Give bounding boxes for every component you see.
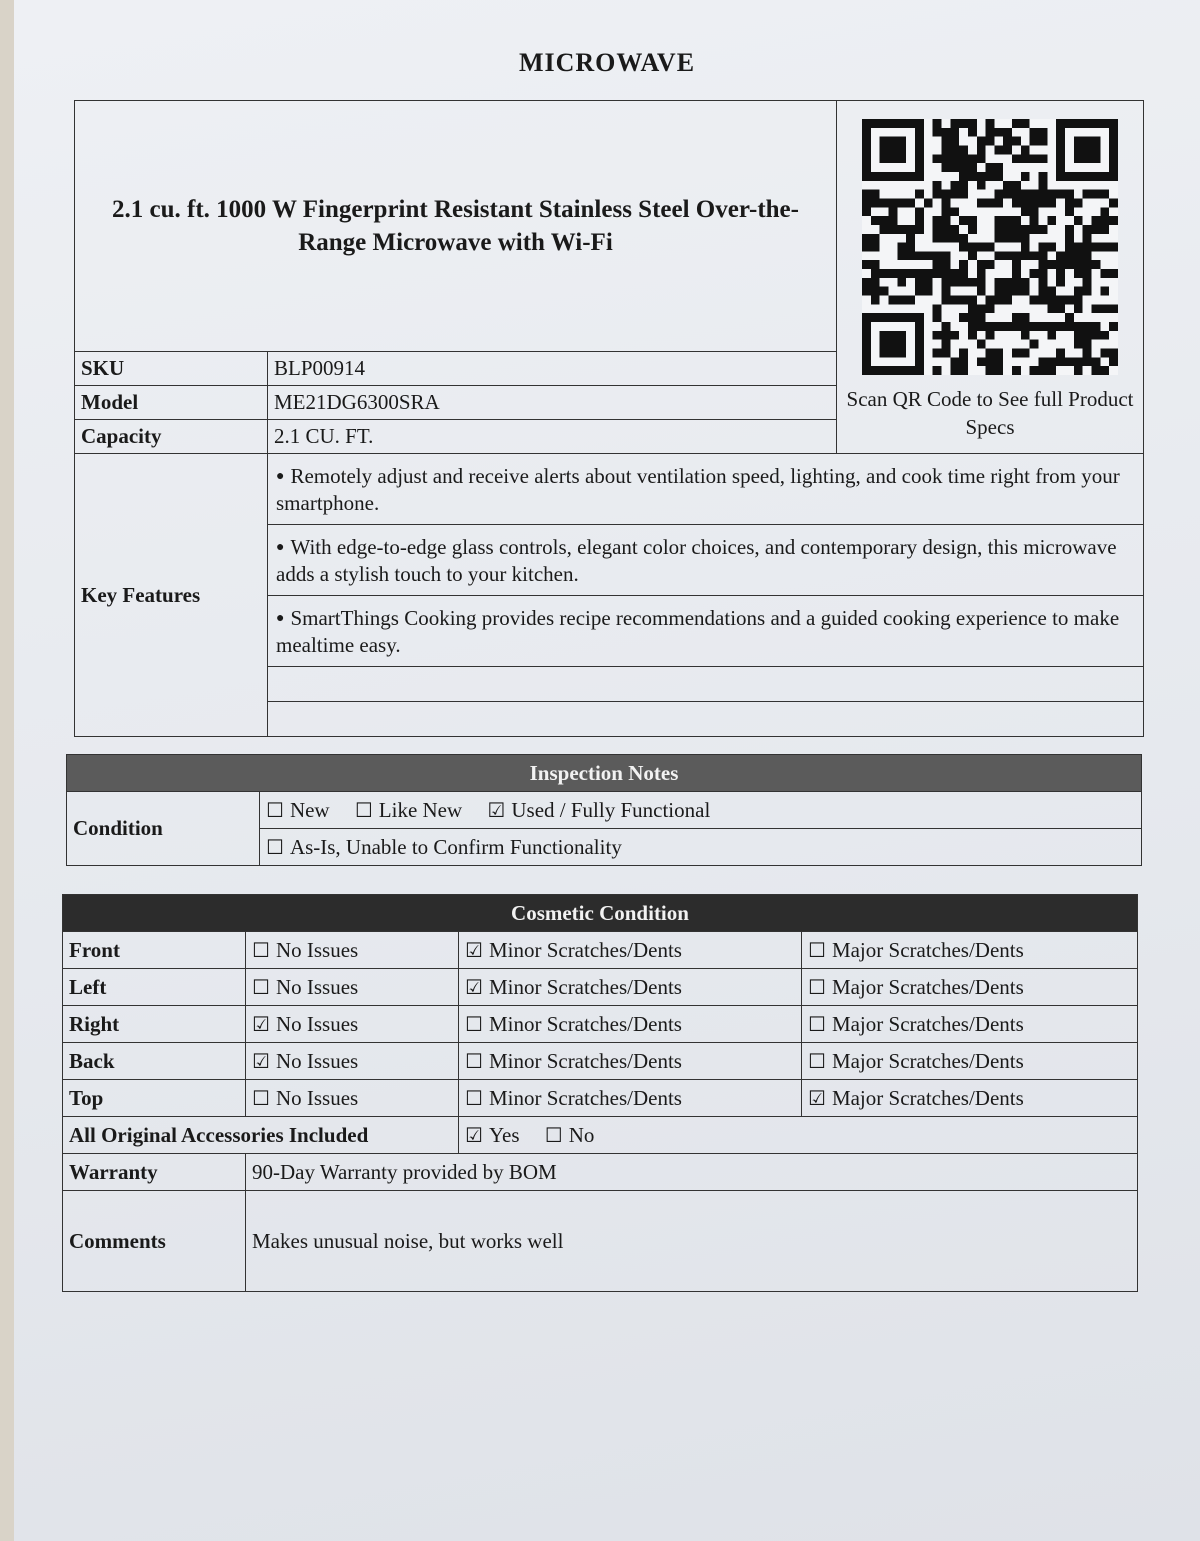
inspection-header: Inspection Notes xyxy=(67,755,1142,792)
option-label: No Issues xyxy=(275,1048,359,1073)
no-issues-option[interactable] xyxy=(246,1080,459,1117)
model-label: Model xyxy=(75,386,268,420)
option-label: Major Scratches/Dents xyxy=(831,1011,1024,1036)
cosmetic-side-label xyxy=(63,969,246,1006)
row-label: Top xyxy=(69,1085,104,1110)
cosmetic-row xyxy=(63,1080,1138,1117)
checkbox-icon[interactable]: ☐ xyxy=(465,1048,483,1073)
option-label: Major Scratches/Dents xyxy=(831,937,1024,962)
checkbox-icon[interactable]: ☑ xyxy=(465,937,483,962)
warranty-value: 90-Day Warranty provided by BOM xyxy=(246,1154,1138,1191)
option-label: As-Is, Unable to Confirm Functionality xyxy=(289,834,622,859)
bullet-icon: ● xyxy=(276,539,285,555)
accessories-yes-option[interactable] xyxy=(465,1123,520,1147)
cosmetic-row xyxy=(63,932,1138,969)
inspection-table xyxy=(66,754,1142,866)
no-issues-option[interactable] xyxy=(246,1043,459,1080)
feature-empty-row xyxy=(268,702,1144,737)
major-option[interactable] xyxy=(802,969,1138,1006)
model-value: ME21DG6300SRA xyxy=(268,386,837,420)
sku-label: SKU xyxy=(75,352,268,386)
capacity-value: 2.1 CU. FT. xyxy=(268,420,837,454)
condition-like-new-option[interactable] xyxy=(355,798,462,822)
cosmetic-table xyxy=(62,894,1138,1292)
row-label: Right xyxy=(69,1011,120,1036)
checkbox-icon[interactable]: ☑ xyxy=(252,1011,270,1036)
major-option[interactable] xyxy=(802,1006,1138,1043)
comments-value: Makes unusual noise, but works well xyxy=(246,1191,1138,1292)
cosmetic-side-label xyxy=(63,932,246,969)
checkbox-icon[interactable]: ☐ xyxy=(465,1085,483,1110)
cosmetic-row xyxy=(63,1043,1138,1080)
condition-new-option[interactable] xyxy=(266,798,330,822)
row-label: Back xyxy=(69,1048,115,1073)
major-option[interactable] xyxy=(802,1080,1138,1117)
checkbox-icon[interactable]: ☑ xyxy=(808,1085,826,1110)
document-title: MICROWAVE xyxy=(518,48,696,77)
option-label: Minor Scratches/Dents xyxy=(488,1048,682,1073)
option-label: New xyxy=(289,797,330,822)
option-label: Minor Scratches/Dents xyxy=(488,937,682,962)
checkbox-icon[interactable]: ☐ xyxy=(808,937,826,962)
condition-as-is-option[interactable] xyxy=(266,835,622,859)
feature-item xyxy=(268,596,1144,667)
option-label: No xyxy=(568,1122,595,1147)
cosmetic-row xyxy=(63,969,1138,1006)
checkbox-icon[interactable]: ☐ xyxy=(252,1085,270,1110)
major-option[interactable] xyxy=(802,932,1138,969)
qr-caption: Scan QR Code to See full Product Specs xyxy=(846,387,1134,439)
checkbox-icon[interactable]: ☐ xyxy=(465,1011,483,1036)
bullet-icon: ● xyxy=(276,468,285,484)
checkbox-icon[interactable]: ☑ xyxy=(465,1122,483,1147)
option-label: Minor Scratches/Dents xyxy=(488,974,682,999)
checkbox-icon[interactable]: ☐ xyxy=(266,834,284,859)
cosmetic-row xyxy=(63,1006,1138,1043)
minor-option[interactable] xyxy=(459,1080,802,1117)
checkbox-icon[interactable]: ☐ xyxy=(252,974,270,999)
cosmetic-header: Cosmetic Condition xyxy=(63,895,1138,932)
option-label: Like New xyxy=(378,797,463,822)
qr-cell xyxy=(837,101,1144,454)
option-label: Minor Scratches/Dents xyxy=(488,1085,682,1110)
row-label: Front xyxy=(69,937,120,962)
accessories-options xyxy=(459,1117,1138,1154)
product-table xyxy=(74,100,1144,737)
condition-used-option[interactable] xyxy=(487,798,710,822)
option-label: No Issues xyxy=(275,1011,359,1036)
cosmetic-side-label xyxy=(63,1043,246,1080)
paper-sheet xyxy=(14,0,1200,1541)
checkbox-icon[interactable]: ☑ xyxy=(252,1048,270,1073)
warranty-label: Warranty xyxy=(63,1154,246,1191)
capacity-label: Capacity xyxy=(75,420,268,454)
option-label: Yes xyxy=(488,1122,520,1147)
minor-option[interactable] xyxy=(459,969,802,1006)
key-features-label: Key Features xyxy=(75,454,268,737)
option-label: Major Scratches/Dents xyxy=(831,1048,1024,1073)
option-label: Minor Scratches/Dents xyxy=(488,1011,682,1036)
minor-option[interactable] xyxy=(459,1006,802,1043)
checkbox-icon[interactable]: ☑ xyxy=(487,797,506,822)
checkbox-icon[interactable]: ☐ xyxy=(354,797,373,822)
option-label: No Issues xyxy=(275,974,359,999)
bullet-icon: ● xyxy=(276,610,285,626)
no-issues-option[interactable] xyxy=(246,932,459,969)
option-label: No Issues xyxy=(275,1085,359,1110)
checkbox-icon[interactable]: ☑ xyxy=(465,974,483,999)
option-label: Major Scratches/Dents xyxy=(831,974,1024,999)
checkbox-icon[interactable]: ☐ xyxy=(266,797,284,822)
checkbox-icon[interactable]: ☐ xyxy=(544,1122,563,1147)
option-label: Used / Fully Functional xyxy=(511,797,711,822)
cosmetic-side-label xyxy=(63,1080,246,1117)
feature-text: With edge-to-edge glass controls, elegant color choices, and contemporary design, this microwave adds a stylish touch to your kitchen. xyxy=(276,534,1117,586)
minor-option[interactable] xyxy=(459,932,802,969)
feature-item xyxy=(268,525,1144,596)
feature-text: Remotely adjust and receive alerts about ventilation speed, lighting, and cook time right from your smartphone. xyxy=(276,463,1120,515)
no-issues-option[interactable] xyxy=(246,969,459,1006)
major-option[interactable] xyxy=(802,1043,1138,1080)
cosmetic-side-label xyxy=(63,1006,246,1043)
sku-value: BLP00914 xyxy=(268,352,837,386)
no-issues-option[interactable] xyxy=(246,1006,459,1043)
feature-text: SmartThings Cooking provides recipe recommendations and a guided cooking experience to make mealtime easy. xyxy=(276,605,1120,657)
minor-option[interactable] xyxy=(459,1043,802,1080)
checkbox-icon[interactable]: ☐ xyxy=(252,937,270,962)
condition-options-row xyxy=(260,792,1142,829)
product-name: 2.1 cu. ft. 1000 W Fingerprint Resistant Stainless Steel Over-the-Range Microwave with Wi-Fi xyxy=(75,101,837,352)
option-label: Major Scratches/Dents xyxy=(831,1085,1024,1110)
option-label: No Issues xyxy=(275,937,359,962)
checkbox-icon[interactable]: ☐ xyxy=(808,974,826,999)
feature-empty-row xyxy=(268,667,1144,702)
comments-label: Comments xyxy=(63,1191,246,1292)
feature-item xyxy=(268,454,1144,525)
checkbox-icon[interactable]: ☐ xyxy=(808,1011,826,1036)
checkbox-icon[interactable]: ☐ xyxy=(808,1048,826,1073)
row-label: Left xyxy=(69,974,107,999)
accessories-no-option[interactable] xyxy=(545,1123,595,1147)
qr-code-icon[interactable] xyxy=(862,119,1118,375)
condition-options-row xyxy=(260,829,1142,866)
condition-label: Condition xyxy=(67,792,260,866)
accessories-label: All Original Accessories Included xyxy=(63,1117,459,1154)
